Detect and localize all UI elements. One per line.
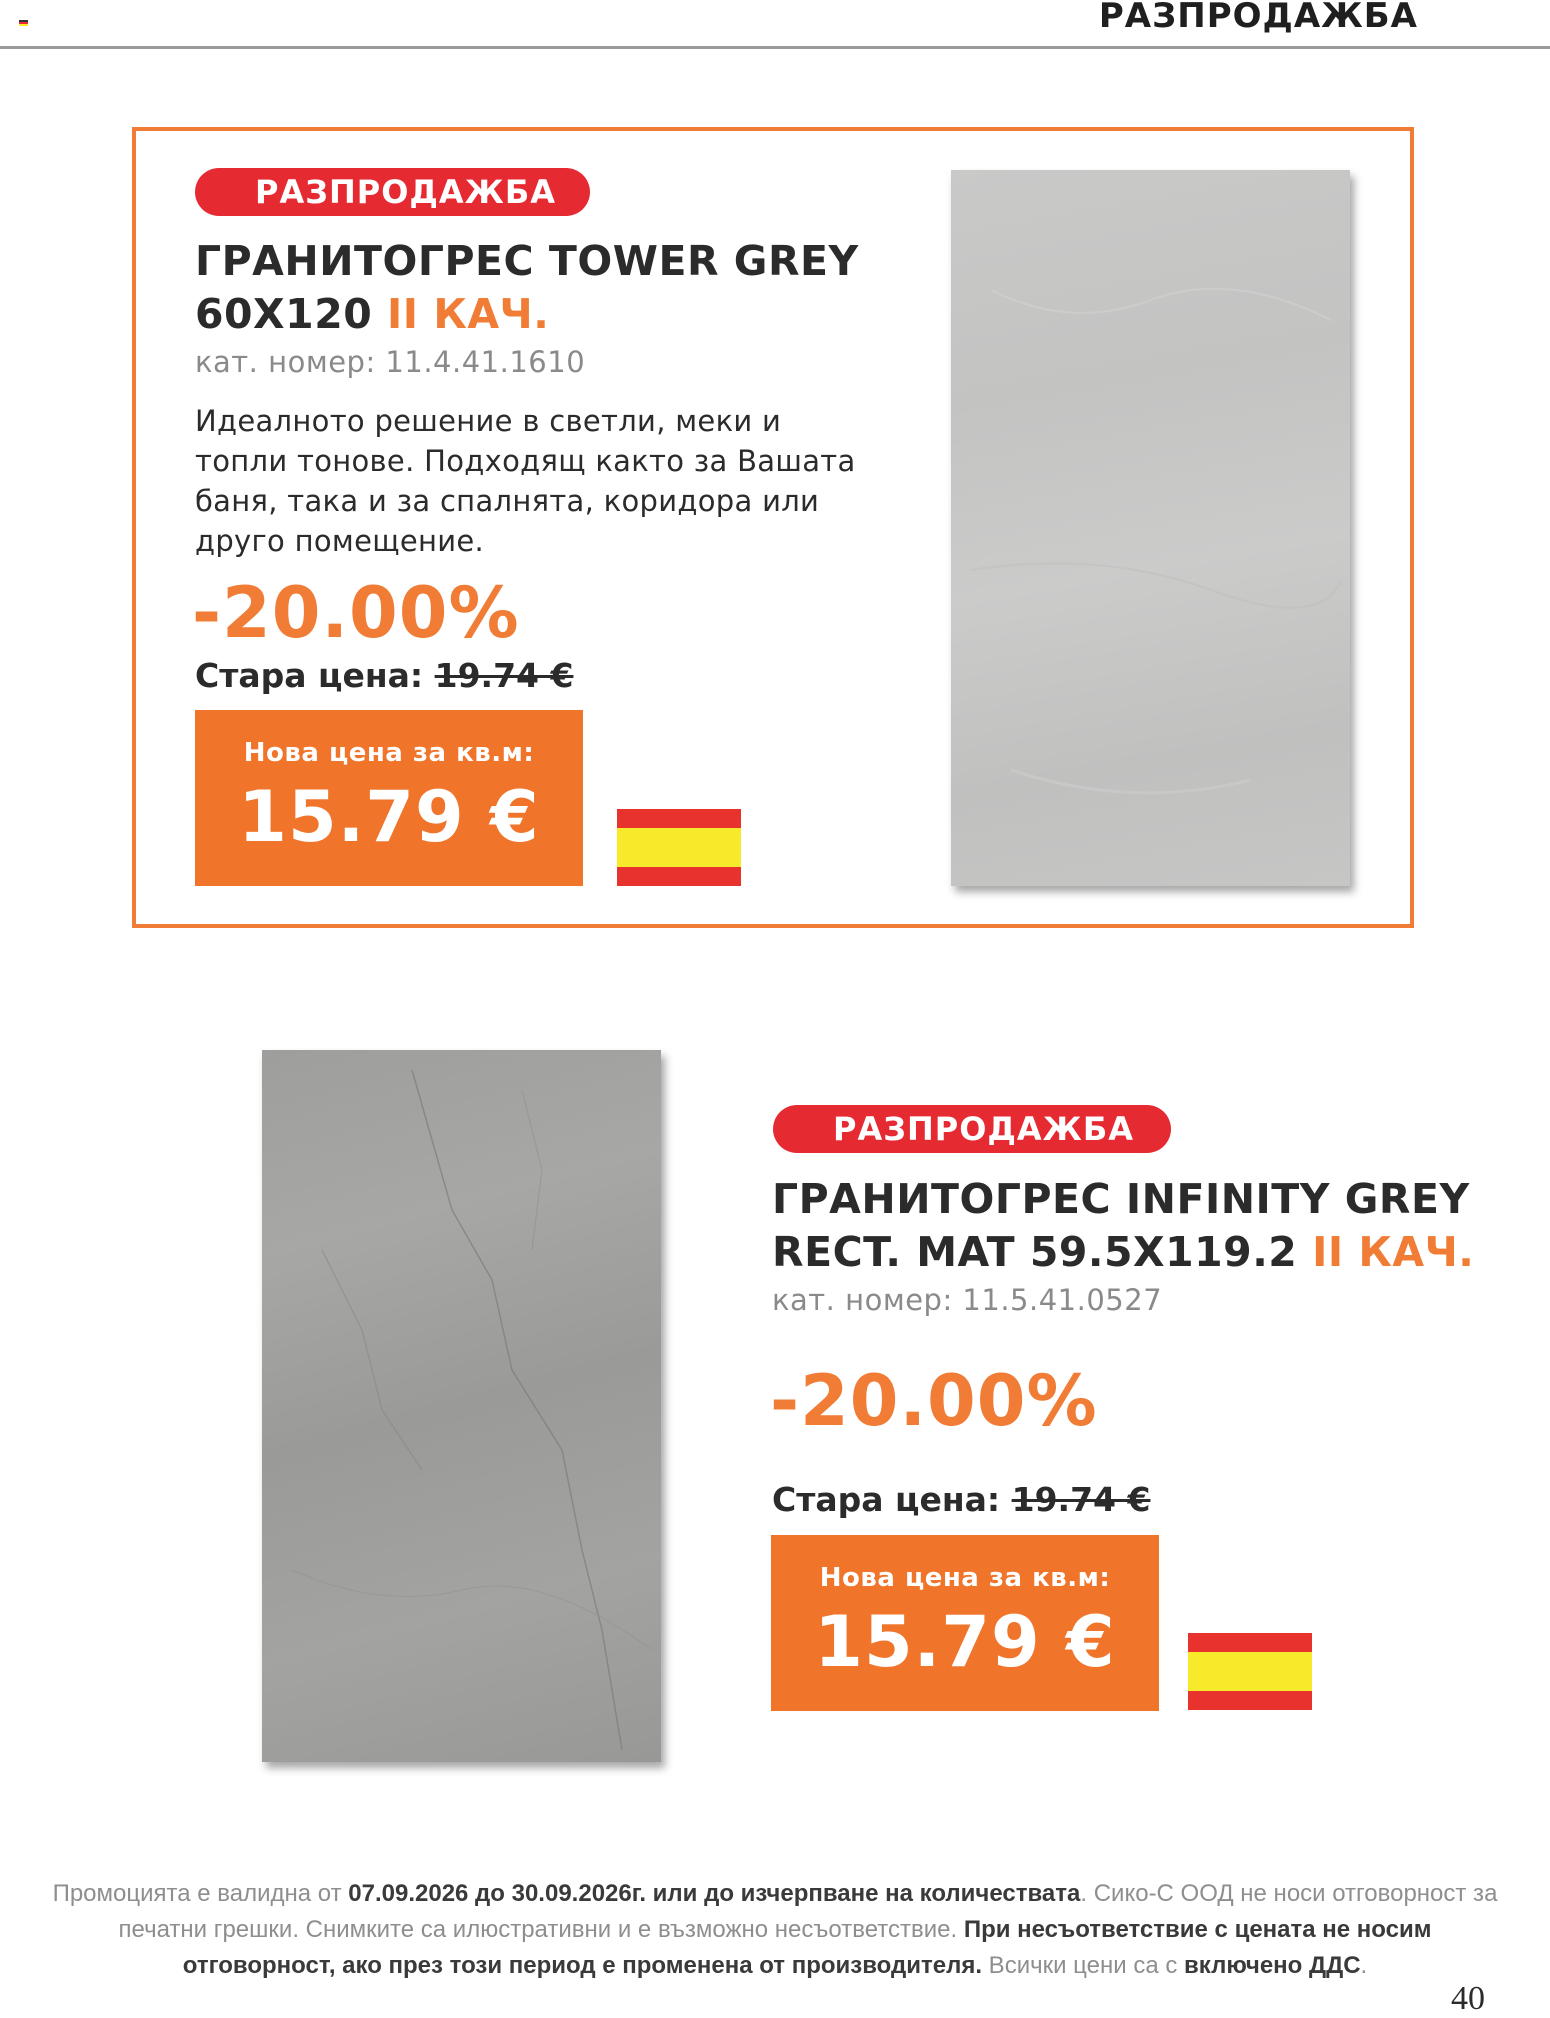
footer-validity: 07.09.2026 до 30.09.2026г. или до изчерпване на количествата (348, 1880, 1081, 1907)
catalog-number: кат. номер: 11.5.41.0527 (772, 1283, 1163, 1317)
product-title (195, 235, 859, 341)
old-price-value: 19.74 € (434, 656, 574, 695)
header-bar (0, 0, 1550, 49)
footer-vat: включено ДДС (1184, 1952, 1361, 1979)
discount-percent: -20.00% (192, 572, 520, 654)
footer-disclaimer (40, 1876, 1510, 1984)
footer-text: Промоцията е валидна от (52, 1880, 349, 1907)
product-image-tower-grey (951, 170, 1350, 886)
quality-label: II КАЧ. (387, 290, 550, 338)
sale-badge: РАЗПРОДАЖБА (773, 1105, 1171, 1153)
new-price-value: 15.79 € (814, 1601, 1116, 1683)
mini-flag-icon (19, 20, 28, 26)
discount-percent: -20.00% (770, 1360, 1098, 1442)
spain-flag-icon (617, 809, 741, 886)
catalog-number: кат. номер: 11.4.41.1610 (195, 345, 586, 379)
sale-badge: РАЗПРОДАЖБА (195, 168, 590, 216)
product-title (772, 1173, 1474, 1279)
new-price-label: Нова цена за кв.м: (819, 1563, 1111, 1593)
product-description: Идеалното решение в светли, меки и топли тонове. Подходящ както за Вашата баня, така и за спалнята, коридора или друго помещение. (195, 404, 856, 558)
page-number: 40 (1451, 1980, 1485, 2017)
old-price-label: Стара цена: (772, 1480, 1001, 1519)
product-title-line2: RECT. MAT 59.5X119.2 (772, 1228, 1298, 1276)
new-price-value: 15.79 € (238, 776, 540, 858)
product-title-line1: ГРАНИТОГРЕС INFINITY GREY (772, 1175, 1470, 1223)
product-title-line2: 60X120 (195, 290, 373, 338)
old-price (772, 1480, 1150, 1519)
footer-price-notice: При несъответствие с цената не носим отговорност, ако през този период е променена от производителя. (182, 1916, 1432, 1979)
tile-texture (951, 170, 1350, 886)
old-price-value: 19.74 € (1011, 1480, 1151, 1519)
new-price-label: Нова цена за кв.м: (243, 738, 535, 768)
footer-text: . Сико-С ООД не носи отговорност за печатни грешки. Снимките са илюстративни и е възможно несъответствие. (118, 1880, 1498, 1943)
new-price-box (771, 1535, 1159, 1711)
old-price (195, 656, 573, 695)
product-title-line1: ГРАНИТОГРЕС TOWER GREY (195, 237, 859, 285)
spain-flag-icon (1188, 1633, 1312, 1710)
new-price-box (195, 710, 583, 886)
old-price-label: Стара цена: (195, 656, 424, 695)
footer-text: Всички цени са с (982, 1952, 1185, 1979)
quality-label: II КАЧ. (1312, 1228, 1475, 1276)
tile-texture (262, 1050, 661, 1762)
header-title: РАЗПРОДАЖБА (1098, 0, 1418, 36)
footer-text: . (1360, 1952, 1368, 1979)
product-image-infinity-grey (262, 1050, 661, 1762)
